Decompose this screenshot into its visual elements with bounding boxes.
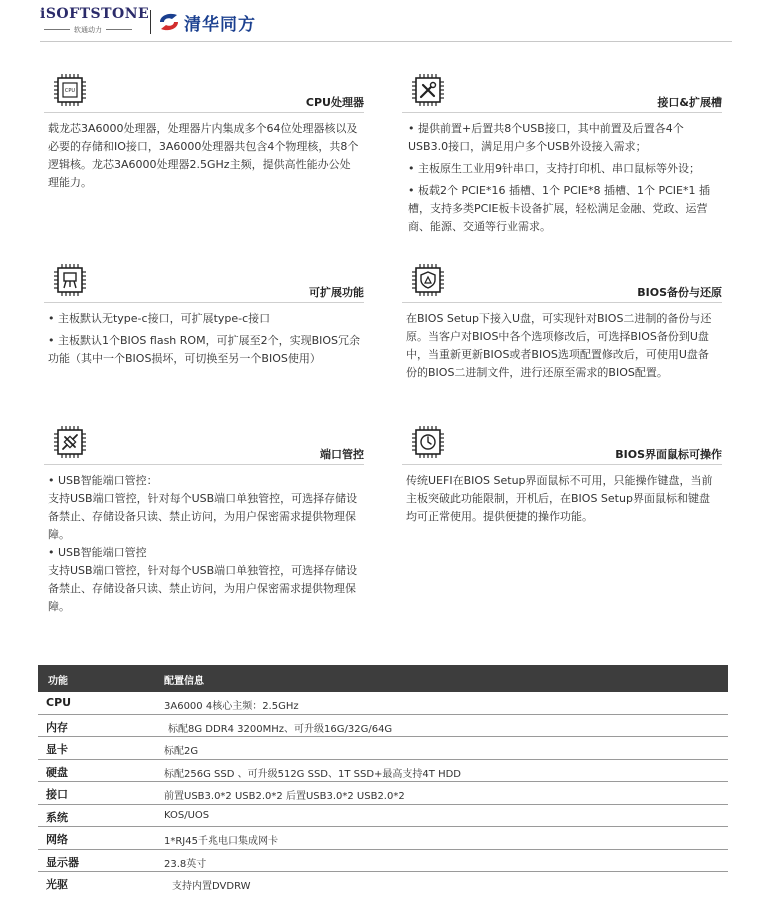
feature-rule bbox=[402, 464, 722, 465]
header-divider bbox=[150, 10, 151, 34]
softstone-logo bbox=[40, 6, 150, 36]
spec-value: 标配2G bbox=[164, 746, 199, 757]
feature-cpu bbox=[44, 72, 364, 212]
feature-title: 可扩展功能 bbox=[309, 286, 364, 299]
feature-port-control bbox=[44, 424, 364, 614]
header-rule bbox=[40, 41, 732, 42]
spec-header-feature: 功能 bbox=[48, 676, 68, 687]
feature-text: • 主板默认1个BIOS flash ROM，可扩展至2个，实现BIOS冗余功能（其中一个BIOS损坏，可切换至另一个BIOS使用） bbox=[48, 334, 361, 365]
spec-value: 支持内置DVDRW bbox=[172, 881, 251, 892]
table-row bbox=[38, 872, 728, 895]
spec-key: 显示器 bbox=[46, 855, 79, 869]
spec-key: 系统 bbox=[46, 810, 68, 824]
feature-rule bbox=[44, 112, 364, 113]
table-row bbox=[38, 782, 728, 805]
svg-text:CPU: CPU bbox=[64, 88, 76, 94]
feature-bios-backup bbox=[402, 262, 722, 412]
feature-interfaces bbox=[402, 72, 722, 242]
thtf-logo-text: 清华同方 bbox=[184, 15, 256, 35]
table-row bbox=[38, 715, 728, 738]
feature-body bbox=[48, 472, 360, 616]
feature-rule bbox=[44, 464, 364, 465]
spec-value: 标配8G DDR4 3200MHz、可升级16G/32G/64G bbox=[168, 723, 393, 735]
feature-expansion bbox=[44, 262, 364, 372]
page-header bbox=[40, 6, 740, 40]
spec-value: 1*RJ45千兆电口集成网卡 bbox=[164, 836, 278, 847]
shield-icon bbox=[410, 262, 446, 298]
softstone-logo-subtitle: 软通动力 bbox=[74, 26, 102, 34]
spec-header-config: 配置信息 bbox=[164, 676, 204, 687]
spec-key: 硬盘 bbox=[46, 765, 68, 779]
table-row bbox=[38, 737, 728, 760]
feature-body bbox=[406, 310, 718, 382]
feature-rule bbox=[402, 302, 722, 303]
spec-value: 前置USB3.0*2 USB2.0*2 后置USB3.0*2 USB2.0*2 bbox=[164, 791, 405, 802]
spec-key: 显卡 bbox=[46, 743, 68, 756]
spec-value: KOS/UOS bbox=[164, 809, 210, 821]
feature-text: 在BIOS Setup下接入U盘，可实现针对BIOS二进制的备份与还原。当客户对BIOS中各个选项修改后，可选择BIOS备份到U盘中，当重新更新BIOS或者BIOS选项配置修改后，可使用U盘备份的BIOS二进制文件，进行还原至需求的BIOS配置。 bbox=[406, 312, 712, 379]
spec-key: 内存 bbox=[46, 720, 68, 734]
feature-text: • USB智能端口管控： bbox=[48, 474, 158, 487]
feature-text: 传统UEFI在BIOS Setup界面鼠标不可用，只能操作键盘，当前主板突破此功能限制，开机后，在BIOS Setup界面鼠标和键盘均可正常使用。提供便捷的操作功能。 bbox=[406, 474, 713, 523]
feature-title: 端口管控 bbox=[320, 448, 364, 461]
mouse-icon bbox=[410, 424, 446, 460]
spec-value: 3A6000 4核心主频：2.5GHz bbox=[164, 701, 299, 712]
table-row bbox=[38, 805, 728, 828]
table-row bbox=[38, 692, 728, 715]
spec-table-header bbox=[38, 665, 728, 692]
feature-body bbox=[408, 120, 716, 236]
port-control-icon bbox=[52, 424, 88, 460]
spec-key: 网络 bbox=[46, 833, 68, 846]
table-row bbox=[38, 850, 728, 873]
feature-title: BIOS界面鼠标可操作 bbox=[615, 448, 722, 461]
feature-text: • 主板原生工业用9针串口，支持打印机、串口鼠标等外设； bbox=[408, 162, 700, 175]
feature-body bbox=[48, 310, 360, 368]
feature-text: • 提供前置+后置共8个USB接口，其中前置及后置各4个USB3.0接口，满足用户多个USB外设接入需求； bbox=[408, 122, 684, 153]
softstone-logo-text: iSOFTSTONE bbox=[40, 6, 150, 22]
feature-text: 支持USB端口管控，针对每个USB端口单独管控，可选择存储设备禁止、存储设备只读、禁止访问，为用户保密需求提供物理保障。 bbox=[48, 492, 358, 541]
spec-value: 23.8英寸 bbox=[164, 858, 207, 870]
feature-body bbox=[406, 472, 718, 526]
feature-title: BIOS备份与还原 bbox=[637, 286, 722, 299]
table-row bbox=[38, 760, 728, 783]
feature-text: 支持USB端口管控，针对每个USB端口单独管控，可选择存储设备禁止、存储设备只读、禁止访问，为用户保密需求提供物理保障。 bbox=[48, 564, 358, 613]
expand-icon bbox=[52, 262, 88, 298]
feature-text: • USB智能端口管控 bbox=[48, 546, 147, 559]
feature-bios-mouse bbox=[402, 424, 722, 544]
feature-text: 载龙芯3A6000处理器，处理器片内集成多个64位处理器核以及必要的存储和IO接口，3A6000处理器共包含4个物理核，共8个逻辑核。龙芯3A6000处理器2.5GHz主频，提供高性能办公处理能力。 bbox=[48, 122, 359, 189]
spec-key: CPU bbox=[46, 696, 72, 709]
feature-body bbox=[48, 120, 360, 192]
feature-title: 接口&扩展槽 bbox=[657, 96, 722, 109]
spec-key: 接口 bbox=[46, 788, 68, 801]
spec-key: 光驱 bbox=[46, 878, 68, 891]
spec-value: 标配256G SSD 、可升级512G SSD、1T SSD+最高支持4T HDD bbox=[164, 768, 461, 780]
feature-rule bbox=[44, 302, 364, 303]
thtf-mark-icon bbox=[158, 11, 180, 33]
table-row bbox=[38, 827, 728, 850]
feature-title: CPU处理器 bbox=[305, 96, 364, 109]
cpu-chip-icon bbox=[52, 72, 88, 108]
tools-icon bbox=[410, 72, 446, 108]
feature-text: • 主板默认无type-c接口，可扩展type-c接口 bbox=[48, 312, 271, 325]
spec-table bbox=[38, 665, 728, 895]
feature-rule bbox=[402, 112, 722, 113]
feature-text: • 板载2个 PCIE*16 插槽、1个 PCIE*8 插槽、1个 PCIE*1 插槽，支持多类PCIE板卡设备扩展，轻松满足金融、党政、运营商、能源、交通等行业需求。 bbox=[408, 184, 710, 233]
